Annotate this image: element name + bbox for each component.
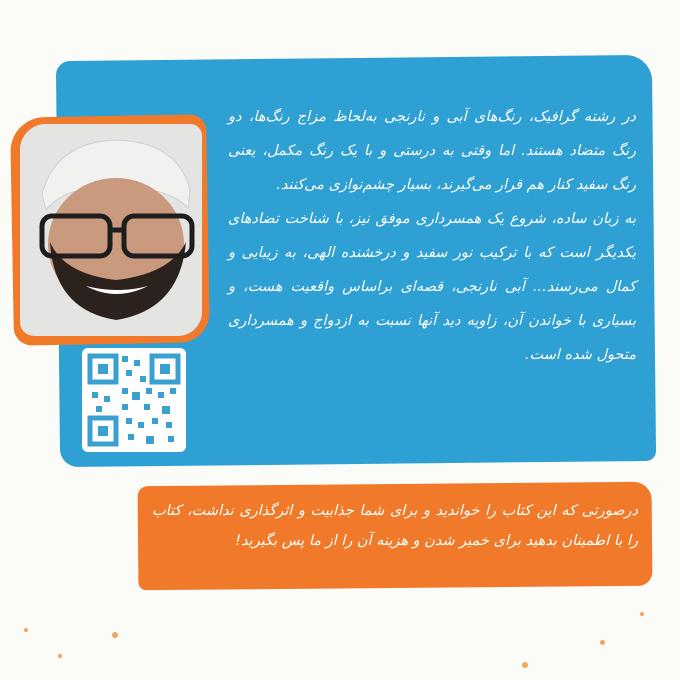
orange-section-text	[152, 496, 638, 556]
decorative-speck	[640, 612, 644, 616]
decorative-speck	[58, 654, 62, 658]
orange-paragraph: درصورتی که این کتاب را خواندید و برای شما جذابیت و اثرگذاری نداشت، کتاب را با اطمینان بدهید برای خمیر شدن و هزینه آن را از ما پس بگیرید!	[152, 503, 638, 549]
author-photo	[20, 124, 202, 336]
blue-section-text	[228, 100, 636, 372]
decorative-speck	[522, 662, 528, 668]
qr-code-icon	[82, 348, 186, 452]
portrait-photo	[20, 124, 202, 336]
decorative-speck	[24, 628, 28, 632]
qr-code[interactable]	[82, 348, 186, 452]
decorative-speck	[600, 640, 605, 645]
blue-paragraph-2: به زبان ساده، شروع یک همسرداری موفق نیز، با شناخت تضادهای یکدیگر است که با ترکیب نور سفید و درخشنده الهی، به زیبایی و کمال می‌رسند... آبی نارنجی، قصه‌ای براساس واقعیت هست، و بسیاری با خواندن آن، زاویه دید آنها نسبت به ازدواج و همسرداری متحول شده است.	[228, 211, 637, 363]
blue-paragraph-1: در رشته گرافیک، رنگ‌های آبی و نارنجی به‌لحاظ مزاج رنگ‌ها، دو رنگ متضاد هستند. اما وقتی به درستی و با یک رنگ مکمل، یعنی رنگ سفید کنار هم قرار می‌گیرند، بسیار چشم‌نوازی می‌کنند.	[228, 109, 636, 193]
decorative-speck	[112, 632, 118, 638]
